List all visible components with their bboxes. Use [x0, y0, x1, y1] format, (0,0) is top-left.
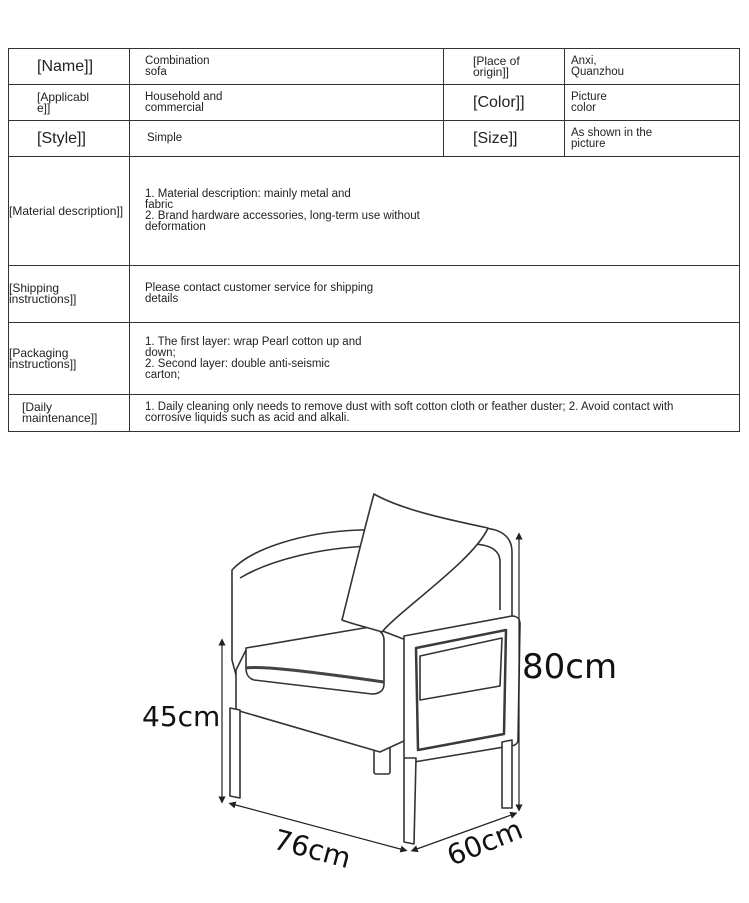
spec-row-material — [9, 157, 740, 266]
front-leg-right — [404, 758, 416, 844]
spec-row-shipping — [9, 266, 740, 323]
applicable-value: Household and commercial — [130, 85, 444, 121]
applicable-label: [Applicabl e]] — [9, 85, 130, 121]
spec-row-applicable — [9, 85, 740, 121]
origin-value: Anxi, Quanzhou — [565, 49, 740, 85]
spec-row-style — [9, 121, 740, 157]
maintenance-value: 1. Daily cleaning only needs to remove dust with soft cotton cloth or feather duster; 2. Avoid contact with corrosive liquids such as acid and alkali. — [130, 395, 740, 432]
back-leg-far-right — [502, 740, 512, 808]
shipping-label: [Shipping instructions]] — [9, 266, 130, 323]
spec-row-packaging — [9, 323, 740, 395]
packaging-label: [Packaging instructions]] — [9, 323, 130, 395]
style-label: [Style]] — [9, 121, 130, 157]
seat-height-label: 45cm — [142, 700, 221, 733]
width-label: 76cm — [270, 822, 355, 876]
spec-row-maintenance — [9, 395, 740, 432]
spec-table — [8, 48, 740, 432]
maintenance-label: [Daily maintenance]] — [9, 395, 130, 432]
color-label: [Color]] — [444, 85, 565, 121]
name-label: [Name]] — [9, 49, 130, 85]
front-leg-left — [230, 708, 240, 798]
material-value: 1. Material description: mainly metal and fabric 2. Brand hardware accessories, long-term use without deformation — [130, 157, 740, 266]
sofa-chair-illustration — [230, 494, 520, 844]
packaging-value: 1. The first layer: wrap Pearl cotton up and down; 2. Second layer: double anti-seismic carton; — [130, 323, 740, 395]
origin-label: [Place of origin]] — [444, 49, 565, 85]
name-value: Combination sofa — [130, 49, 444, 85]
total-height-label: 80cm — [522, 647, 618, 687]
material-label: [Material description]] — [9, 157, 130, 266]
shipping-value: Please contact customer service for shipping details — [130, 266, 740, 323]
depth-label: 60cm — [442, 812, 528, 873]
size-label: [Size]] — [444, 121, 565, 157]
size-value: As shown in the picture — [565, 121, 740, 157]
color-value: Picture color — [565, 85, 740, 121]
style-value: Simple — [130, 121, 444, 157]
sofa-dimension-drawing — [0, 470, 749, 903]
spec-row-name — [9, 49, 740, 85]
